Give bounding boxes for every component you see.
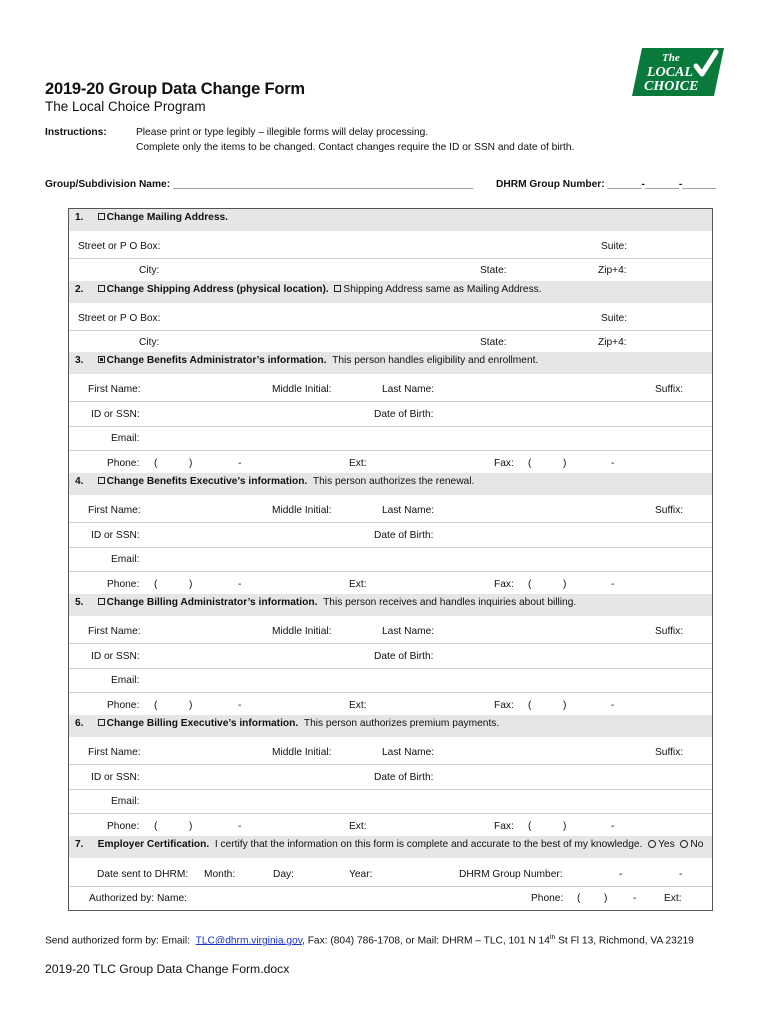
change-shipping-checkbox[interactable] [98,285,105,292]
fax-paren-open: ( [528,700,532,711]
fax-label: Fax: [494,579,514,590]
phone-paren-close: ) [189,458,193,469]
fax-dash: - [611,579,615,590]
suffix-label: Suffix: [655,626,684,637]
cert-phone-paren-open: ( [577,893,581,904]
ext-label: Ext: [349,821,367,832]
ext-label: Ext: [349,458,367,469]
suffix-label: Suffix: [655,505,684,516]
footer-filename: 2019-20 TLC Group Data Change Form.docx [45,962,290,976]
phone-dash: - [238,821,242,832]
ext-label: Ext: [349,579,367,590]
phone-paren-open: ( [154,821,158,832]
cert-phone-label: Phone: [531,893,564,904]
instructions-line2: Complete only the items to be changed. Contact changes require the ID or SSN and date of birth. [136,142,575,153]
same-as-mailing-checkbox[interactable] [334,285,341,292]
section-7-header: 7. Employer Certification. I certify that the information on this form is complete and accurate to the best of my knowledge. Yes No [75,839,704,850]
instructions-line1: Please print or type legibly – illegible forms will delay processing. [136,127,429,138]
certify-no-radio[interactable] [680,840,688,848]
change-billing-admin-checkbox[interactable] [98,598,105,605]
send-instructions: Send authorized form by: Email: TLC@dhrm.virginia.gov, Fax: (804) 786-1708, or Mail: DHRM – TLC, 101 N 14th St Fl 13, Richmond, VA 23219 [45,934,694,947]
year-label: Year: [349,869,373,880]
logo-text-the: The [662,52,680,64]
cert-ext-label: Ext: [664,893,682,904]
first-name-label: First Name: [88,384,141,395]
dob-label: Date of Birth: [374,651,434,662]
email-link[interactable]: TLC@dhrm.virginia.gov [195,935,303,947]
phone-dash: - [238,700,242,711]
phone-paren-close: ) [189,821,193,832]
cert-group-dash-2: - [679,869,683,880]
dob-label: Date of Birth: [374,772,434,783]
last-name-label: Last Name: [382,747,435,758]
dob-label: Date of Birth: [374,409,434,420]
first-name-label: First Name: [88,505,141,516]
phone-label: Phone: [107,821,140,832]
suite-label: Suite: [601,313,628,324]
fax-label: Fax: [494,700,514,711]
section-5-header: 5. Change Billing Administrator’s information. This person receives and handles inquiries about billing. [75,597,577,608]
section-4-header: 4. Change Benefits Executive’s information. This person authorizes the renewal. [75,476,475,487]
section-3-header: 3. Change Benefits Administrator’s information. This person handles eligibility and enrollment. [75,355,539,366]
id-ssn-label: ID or SSN: [91,651,140,662]
suffix-label: Suffix: [655,747,684,758]
fax-paren-close: ) [563,579,567,590]
first-name-label: First Name: [88,626,141,637]
last-name-label: Last Name: [382,626,435,637]
local-choice-logo [632,46,724,96]
middle-initial-label: Middle Initial: [272,505,332,516]
zip-label: Zip+4: [598,337,627,348]
ext-label: Ext: [349,700,367,711]
phone-dash: - [238,458,242,469]
fax-paren-open: ( [528,821,532,832]
change-mailing-checkbox[interactable] [98,213,105,220]
phone-paren-close: ) [189,579,193,590]
email-label: Email: [111,796,140,807]
logo-text-local: LOCAL [647,65,693,80]
certify-yes-radio[interactable] [648,840,656,848]
middle-initial-label: Middle Initial: [272,384,332,395]
change-benefits-admin-checkbox[interactable] [98,356,105,363]
logo-text-choice: CHOICE [644,79,699,94]
zip-label: Zip+4: [598,265,627,276]
page-title: 2019-20 Group Data Change Form [45,80,305,98]
cert-phone-dash: - [633,893,637,904]
state-label: State: [480,337,507,348]
phone-label: Phone: [107,458,140,469]
day-label: Day: [273,869,294,880]
instructions-label: Instructions: [45,127,107,138]
last-name-label: Last Name: [382,384,435,395]
fax-paren-open: ( [528,579,532,590]
date-sent-label: Date sent to DHRM: [97,869,189,880]
dhrm-group-number-field[interactable]: DHRM Group Number: ______-______-______ [496,179,717,190]
authorized-by-label: Authorized by: Name: [89,893,187,904]
section-2-header: 2. Change Shipping Address (physical location). Shipping Address same as Mailing Address. [75,284,542,295]
cert-phone-paren-close: ) [604,893,608,904]
fax-paren-close: ) [563,700,567,711]
section-6-header: 6. Change Billing Executive’s information. This person authorizes premium payments. [75,718,500,729]
page-subtitle: The Local Choice Program [45,99,206,114]
middle-initial-label: Middle Initial: [272,747,332,758]
fax-dash: - [611,821,615,832]
fax-paren-open: ( [528,458,532,469]
month-label: Month: [204,869,236,880]
fax-paren-close: ) [563,821,567,832]
change-benefits-exec-checkbox[interactable] [98,477,105,484]
middle-initial-label: Middle Initial: [272,626,332,637]
fax-dash: - [611,700,615,711]
fax-label: Fax: [494,821,514,832]
last-name-label: Last Name: [382,505,435,516]
section-1-header: 1. Change Mailing Address. [75,212,228,223]
fax-dash: - [611,458,615,469]
street-label: Street or P O Box: [78,313,161,324]
phone-paren-open: ( [154,700,158,711]
street-label: Street or P O Box: [78,241,161,252]
group-name-field[interactable]: Group/Subdivision Name: _____________________________________________________ [45,179,474,190]
cert-dhrm-group-label: DHRM Group Number: [459,869,563,880]
suffix-label: Suffix: [655,384,684,395]
change-billing-exec-checkbox[interactable] [98,719,105,726]
city-label: City: [139,337,160,348]
id-ssn-label: ID or SSN: [91,409,140,420]
phone-paren-open: ( [154,579,158,590]
state-label: State: [480,265,507,276]
phone-dash: - [238,579,242,590]
id-ssn-label: ID or SSN: [91,772,140,783]
id-ssn-label: ID or SSN: [91,530,140,541]
email-label: Email: [111,675,140,686]
phone-label: Phone: [107,579,140,590]
fax-label: Fax: [494,458,514,469]
dob-label: Date of Birth: [374,530,434,541]
email-label: Email: [111,433,140,444]
phone-paren-close: ) [189,700,193,711]
cert-group-dash-1: - [619,869,623,880]
suite-label: Suite: [601,241,628,252]
phone-label: Phone: [107,700,140,711]
city-label: City: [139,265,160,276]
first-name-label: First Name: [88,747,141,758]
fax-paren-close: ) [563,458,567,469]
email-label: Email: [111,554,140,565]
phone-paren-open: ( [154,458,158,469]
